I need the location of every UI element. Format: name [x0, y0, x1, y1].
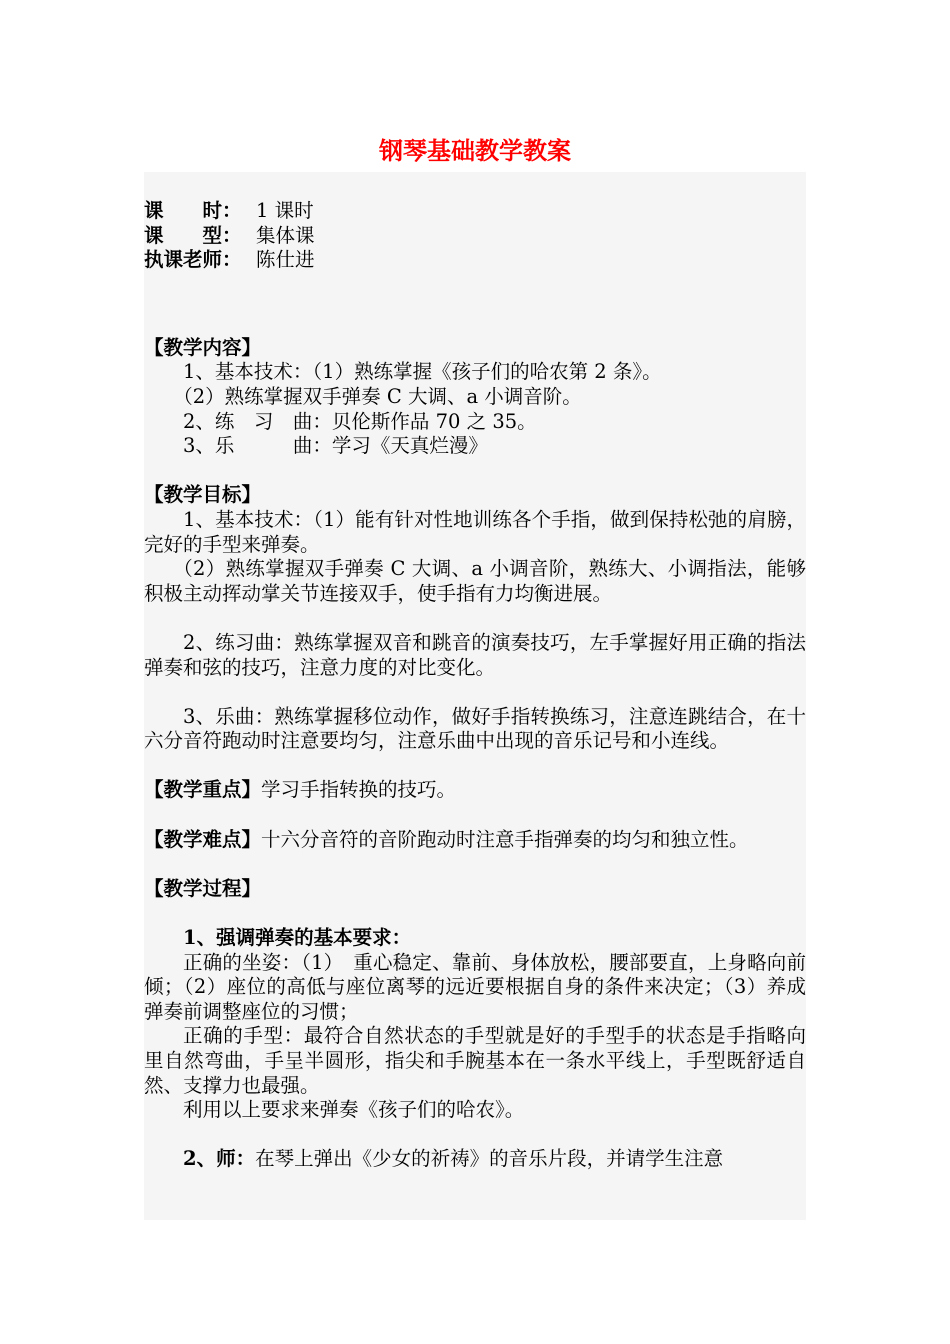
- meta-label: 课 型：: [144, 223, 242, 247]
- page-title: 钢琴基础教学教案: [379, 136, 571, 165]
- meta-block: [144, 199, 806, 273]
- section-process: [144, 877, 806, 1172]
- section-key-points: [144, 778, 806, 803]
- meta-label: 执课老师：: [144, 248, 242, 272]
- content-item: 1、基本技术：（1）熟练掌握《孩子们的哈农第 2 条》。: [183, 360, 662, 384]
- section-content: [144, 336, 806, 459]
- meta-value: 陈仕进: [256, 248, 315, 272]
- goal-paragraph: （2）熟练掌握双手弹奏 C 大调、a 小调音阶，熟练大、小调指法，能够积极主动挥动掌关节连接双手，使手指有力均衡进展。: [144, 557, 806, 605]
- goal-paragraph: 3、乐曲：熟练掌握移位动作，做好手指转换练习，注意连跳结合，在十六分音符跑动时注意要均匀，注意乐曲中出现的音乐记号和小连线。: [144, 704, 806, 753]
- content-item: 2、练 习 曲：贝伦斯作品 70 之 35。: [183, 409, 537, 433]
- process-paragraph: 正确的手型：最符合自然状态的手型就是好的手型手的状态是手指略向里自然弯曲，手呈半圆形，指尖和手腕基本在一条水平线上，手型既舒适自然、支撑力也最强。: [144, 1024, 806, 1097]
- process-paragraph: 在琴上弹出《少女的祈祷》的音乐片段，并请学生注意: [255, 1147, 724, 1171]
- section-difficulty: [144, 828, 806, 853]
- process-step-title: 2、师：: [183, 1147, 256, 1171]
- goal-paragraph: 1、基本技术：（1）能有针对性地训练各个手指，做到保持松弛的肩膀，完好的手型来弹奏。: [144, 507, 806, 556]
- process-step-2: [144, 1147, 806, 1172]
- section-heading: 【教学过程】: [144, 876, 262, 900]
- meta-row-teacher: [144, 248, 806, 273]
- meta-row-duration: [144, 199, 806, 224]
- goal-paragraph: 2、练习曲：熟练掌握双音和跳音的演奏技巧，左手掌握好用正确的指法弹奏和弦的技巧，注意力度的对比变化。: [144, 630, 806, 679]
- process-paragraph: 利用以上要求来弹奏《孩子们的哈农》。: [183, 1098, 525, 1122]
- meta-row-type: [144, 224, 806, 249]
- document-body: [144, 199, 806, 1172]
- difficulty-text: 十六分音符的音阶跑动时注意手指弹奏的均匀和独立性。: [261, 827, 749, 851]
- section-heading: 【教学内容】: [144, 335, 262, 359]
- section-heading: 【教学难点】: [144, 827, 262, 851]
- process-paragraph: 正确的坐姿：（1） 重心稳定、靠前、身体放松，腰部要直，上身略向前倾；（2）座位的高低与座位离琴的远近要根据自身的条件来决定；（3）养成弹奏前调整座位的习惯；: [144, 950, 806, 1023]
- process-step-title: 1、强调弹奏的基本要求：: [183, 926, 412, 950]
- meta-value: 集体课: [256, 223, 315, 247]
- section-goals: [144, 483, 806, 754]
- section-heading: 【教学目标】: [144, 483, 262, 507]
- content-item: （2）熟练掌握双手弹奏 C 大调、a 小调音阶。: [173, 384, 582, 408]
- content-item: 3、乐 曲：学习《天真烂漫》: [183, 434, 488, 458]
- meta-value: 1 课时: [256, 199, 314, 222]
- section-heading: 【教学重点】: [144, 778, 262, 802]
- meta-label: 课 时：: [144, 199, 242, 222]
- key-text: 学习手指转换的技巧。: [261, 778, 457, 802]
